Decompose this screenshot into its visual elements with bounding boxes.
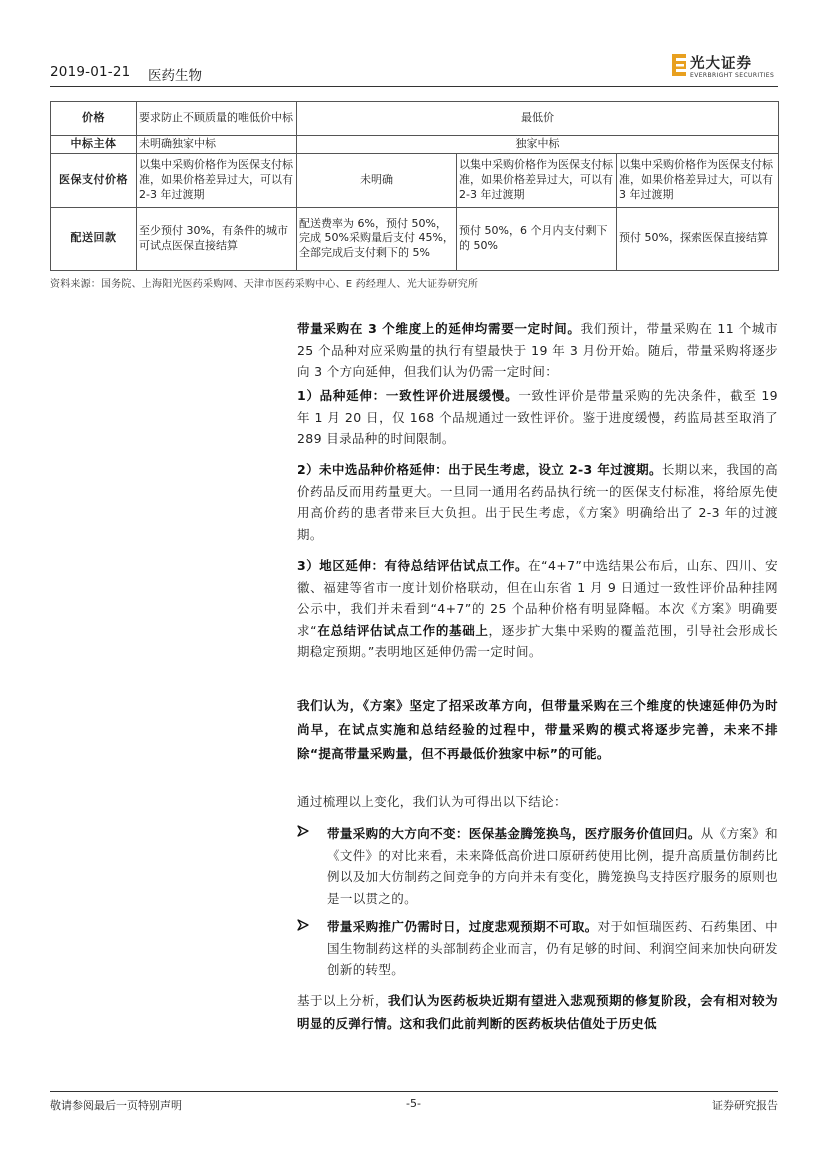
table-row xyxy=(51,136,779,154)
table-cell: 以集中采购价格作为医保支付标准，如果价格差异过大，可以有 2-3 年过渡期 xyxy=(457,153,617,207)
paragraph-text: 一致性评价是带量采购的先决条件，截至 19 年 1 月 20 日，仅 168 个品规通过一致性评价。鉴于进度缓慢，药监局甚至取消了 289 目录品种的时间限制。 xyxy=(297,388,778,447)
page-number: -5- xyxy=(406,1097,421,1110)
policy-comparison-table xyxy=(50,101,779,271)
arrow-bullet-icon xyxy=(297,919,311,933)
paragraph-lead: 2）未中选品种价格延伸：出于民生考虑，设立 2-3 年过渡期。 xyxy=(297,462,662,477)
paragraph-emphasis: 在总结评估试点工作的基础上 xyxy=(317,622,489,638)
table-row-head: 医保支付价格 xyxy=(51,153,137,207)
bullet-lead: 带量采购的大方向不变：医保基金腾笼换鸟，医疗服务价值回归。 xyxy=(327,826,701,841)
footer-disclaimer: 敬请参阅最后一页特别声明 xyxy=(50,1099,182,1112)
paragraph-text: 通过梳理以上变化，我们认为可得出以下结论： xyxy=(297,794,567,809)
bullet-lead: 带量采购推广仍需时日，过度悲观预期不可取。 xyxy=(327,919,598,934)
page-header xyxy=(50,56,778,86)
table-cell: 要求防止不顾质量的唯低价中标 xyxy=(137,102,297,136)
bullet-text: 从《方案》和《文件》的对比来看，未来降低高价进口原研药使用比例，提升高质量仿制药比例以及加大仿制药之间竞争的方向并未有变化，腾笼换鸟支持医疗服务的原则也是一以贯之的。 xyxy=(327,826,779,906)
bullet-text: 对于如恒瑞医药、石药集团、中国生物制药这样的头部制药企业而言，仍有足够的时间、利润空间来加快向研发创新的转型。 xyxy=(327,919,778,978)
bullet-item xyxy=(327,916,778,981)
paragraph-lead: 带量采购在 3 个维度上的延伸均需要一定时间。 xyxy=(297,321,581,336)
paragraph-conclusion xyxy=(297,694,778,766)
paragraph xyxy=(297,990,778,1035)
report-date: 2019-01-21 xyxy=(50,64,131,80)
paragraph-lead: 3）地区延伸：有待总结评估试点工作。 xyxy=(297,558,529,573)
table-cell: 未明确独家中标 xyxy=(137,136,297,154)
footer-report-type: 证券研究报告 xyxy=(712,1099,778,1112)
paragraph-text: ，逐步扩大集中采购的覆盖范围，引导社会形成长期稳定预期。”表明地区延伸仍需一定时间。 xyxy=(297,622,778,660)
table-source-note: 资料来源：国务院、上海阳光医药采购网、天津市医药采购中心、E 药经理人、光大证券研究所 xyxy=(50,279,479,290)
footer-divider xyxy=(50,1091,778,1092)
table-cell: 预付 50%，6 个月内支付剩下的 50% xyxy=(457,207,617,270)
table-cell-merged: 最低价 xyxy=(297,102,779,136)
table-cell: 配送费率为 6%，预付 50%，完成 50%采购量后支付 45%，全部完成后支付剩下的 5% xyxy=(297,207,457,270)
table-row-head: 中标主体 xyxy=(51,136,137,154)
bullet-item xyxy=(327,823,778,909)
table-cell: 至少预付 30%，有条件的城市可试点医保直接结算 xyxy=(137,207,297,270)
table-row xyxy=(51,153,779,207)
paragraph-emphasis: 我们认为医药板块近期有望进入悲观预期的修复阶段，会有相对较为明显的反弹行情。这和我们此前判断的医药板块估值处于历史低 xyxy=(297,993,778,1031)
paragraph-text: 在“4+7”中选结果公布后，山东、四川、安徽、福建等省市一度计划价格联动，但在山东省 1 月 9 日通过一致性评价品种挂网公示中，我们并未看到“4+7”的 25 个品种价格有明显降幅。本次《方案》明确要求“ xyxy=(297,558,778,638)
logo-text-en: EVERBRIGHT SECURITIES xyxy=(690,72,775,79)
paragraph xyxy=(297,318,778,383)
table-cell: 以集中采购价格作为医保支付标准，如果价格差异过大，可以有 2-3 年过渡期 xyxy=(137,153,297,207)
table-row-head: 价格 xyxy=(51,102,137,136)
paragraph-text: 基于以上分析， xyxy=(297,993,389,1008)
paragraph-text: 长期以来，我国的高价药品反而用药量更大。一旦同一通用名药品执行统一的医保支付标准，将给原先使用高价药的患者带来巨大负担。出于民生考虑，《方案》明确给出了 2-3 年的过渡期。 xyxy=(297,462,778,542)
paragraph-text: 我们预计，带量采购在 11 个城市 25 个品种对应采购量的执行有望最快于 19 年 3 月份开始。随后，带量采购将逐步向 3 个方向延伸，但我们认为仍需一定时间： xyxy=(297,321,778,380)
table-cell: 预付 50%，探索医保直接结算 xyxy=(617,207,779,270)
paragraph xyxy=(297,385,778,450)
everbright-logo xyxy=(658,52,778,84)
table-row xyxy=(51,207,779,270)
report-sector: 医药生物 xyxy=(148,68,202,84)
everbright-logo-mark-icon xyxy=(672,54,686,76)
table-cell: 未明确 xyxy=(297,153,457,207)
paragraph-lead: 1）品种延伸：一致性评价进展缓慢。 xyxy=(297,388,519,403)
paragraph xyxy=(297,791,778,813)
table-cell: 以集中采购价格作为医保支付标准，如果价格差异过大，可以有 3 年过渡期 xyxy=(617,153,779,207)
logo-text-cn: 光大证券 xyxy=(690,55,752,72)
paragraph xyxy=(297,555,778,663)
header-divider xyxy=(50,86,778,87)
paragraph-lead: 我们认为，《方案》坚定了招采改革方向，但带量采购在三个维度的快速延伸仍为时尚早，在试点实施和总结经验的过程中，带量采购的模式将逐步完善，未来不排除“提高带量采购量，但不再最低价独家中标”的可能。 xyxy=(297,698,778,761)
paragraph xyxy=(297,459,778,545)
table-row xyxy=(51,102,779,136)
table-row-head: 配送回款 xyxy=(51,207,137,270)
table-cell-merged: 独家中标 xyxy=(297,136,779,154)
arrow-bullet-icon xyxy=(297,825,311,839)
